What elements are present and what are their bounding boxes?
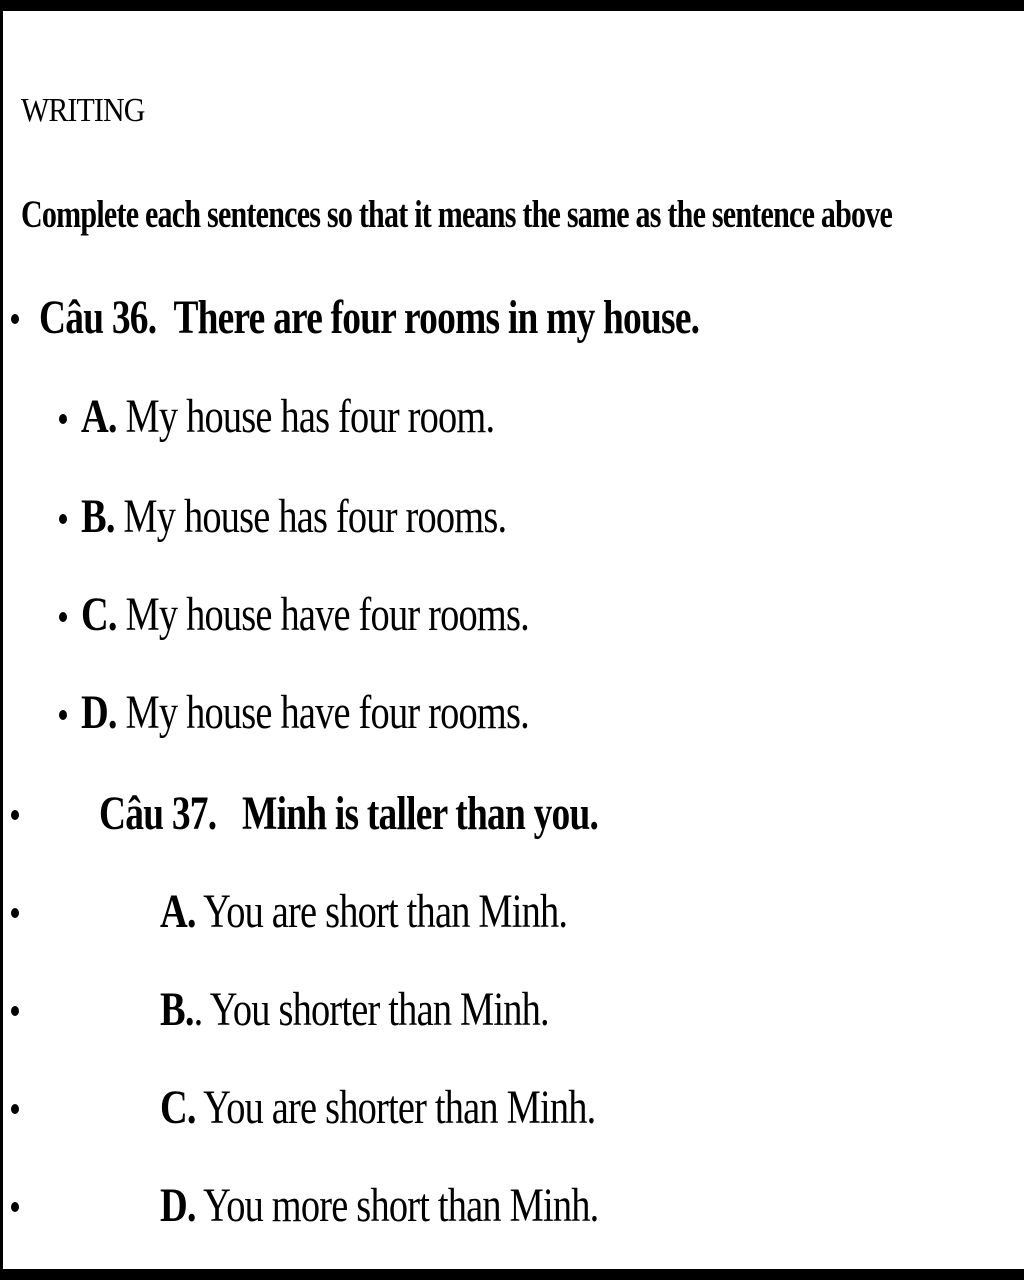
bullet-icon <box>11 1202 19 1212</box>
instruction-text: Complete each sentences so that it means the same as the sentence above <box>21 193 893 236</box>
option-c <box>81 587 529 642</box>
option-text: My house has four room. <box>116 390 495 443</box>
option-c <box>160 1080 595 1135</box>
option-text: My house has four rooms. <box>114 490 507 543</box>
option-d <box>160 1178 598 1233</box>
bullet-icon <box>59 612 67 622</box>
option-letter: D. <box>160 1179 196 1232</box>
question-number: Câu 36. <box>39 291 157 344</box>
bullet-icon <box>59 414 67 424</box>
option-letter: C. <box>81 588 117 641</box>
option-text: You are shorter than Minh. <box>195 1081 596 1134</box>
bullet-icon <box>11 810 19 820</box>
option-text: My house have four rooms. <box>116 686 529 739</box>
bullet-icon <box>11 1104 19 1114</box>
option-b <box>81 489 506 544</box>
option-letter: A. <box>160 885 196 938</box>
option-text: You are short than Minh. <box>195 885 568 938</box>
section-title: WRITING <box>21 92 145 129</box>
option-a <box>81 389 494 444</box>
option-a <box>160 884 567 939</box>
question-36-line <box>39 290 699 345</box>
bullet-icon <box>59 514 67 524</box>
question-37-line <box>99 786 598 841</box>
option-letter: B. <box>160 983 194 1036</box>
bullet-icon <box>11 1006 19 1016</box>
option-letter: C. <box>160 1081 196 1134</box>
option-d <box>81 685 529 740</box>
option-text: You more short than Minh. <box>195 1179 599 1232</box>
option-text: My house have four rooms. <box>116 588 529 641</box>
bullet-icon <box>11 314 19 324</box>
question-prompt: There are four rooms in my house. <box>173 291 700 344</box>
question-number: Câu 37. <box>99 787 217 840</box>
option-text: . You shorter than Minh. <box>193 983 549 1036</box>
option-letter: B. <box>81 490 115 543</box>
question-prompt: Minh is taller than you. <box>242 787 599 840</box>
option-b <box>160 982 549 1037</box>
worksheet-page <box>3 11 1024 1269</box>
bullet-icon <box>59 710 67 720</box>
option-letter: D. <box>81 686 117 739</box>
bullet-icon <box>11 908 19 918</box>
option-letter: A. <box>81 390 117 443</box>
